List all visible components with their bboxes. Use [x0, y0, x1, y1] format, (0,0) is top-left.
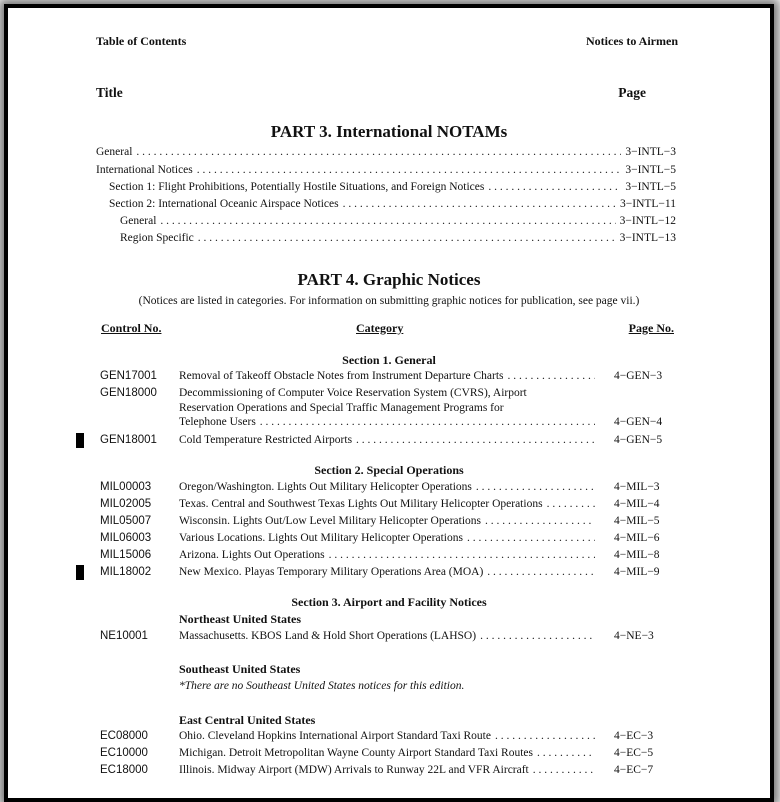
toc-entry-label: Region Specific — [120, 232, 194, 244]
page-number: 4−MIL−3 — [614, 481, 660, 493]
category-label: Massachusetts. KBOS Land & Hold Short Operations (LAHSO) — [179, 630, 477, 642]
category-entry[interactable] — [179, 416, 599, 428]
toc-entry[interactable] — [109, 198, 676, 210]
control-number: EC18000 — [100, 764, 148, 776]
category-entry[interactable] — [179, 764, 599, 776]
category-label: Oregon/Washington. Lights Out Military Helicopter Operations — [179, 481, 472, 493]
toc-entry-label: General — [120, 215, 157, 227]
toc-entry[interactable] — [96, 146, 676, 158]
toc-entry-page: 3−INTL−3 — [625, 146, 676, 158]
category-entry[interactable] — [179, 515, 599, 527]
category-label: Various Locations. Lights Out Military Helicopter Operations — [179, 532, 463, 544]
category-entry[interactable] — [179, 434, 599, 446]
page-number: 4−GEN−4 — [614, 416, 663, 428]
category-label: Texas. Central and Southwest Texas Lights Out Military Helicopter Operations — [179, 498, 543, 510]
change-bar — [76, 565, 84, 580]
category-entry[interactable] — [179, 730, 599, 742]
toc-entry[interactable] — [109, 181, 676, 193]
column-control-no: Control No. — [101, 321, 162, 335]
category-label: Illinois. Midway Airport (MDW) Arrivals to Runway 22L and VFR Aircraft — [179, 764, 529, 776]
section3-title: Section 3. Airport and Facility Notices — [291, 595, 487, 609]
toc-entry[interactable] — [120, 232, 676, 244]
toc-entry-page: 3−INTL−12 — [619, 215, 676, 227]
toc-entry-page: 3−INTL−11 — [620, 198, 676, 210]
category-label: Ohio. Cleveland Hopkins International Airport Standard Taxi Route — [179, 730, 491, 742]
category-entry[interactable] — [179, 549, 599, 561]
category-entry[interactable] — [179, 370, 599, 382]
category-entry[interactable] — [179, 481, 599, 493]
page-number: 4−GEN−5 — [614, 434, 663, 446]
control-number: MIL15006 — [100, 549, 152, 561]
category-label: Wisconsin. Lights Out/Low Level Military Helicopter Operations — [179, 515, 481, 527]
header-right: Notices to Airmen — [586, 34, 678, 48]
category-label: Michigan. Detroit Metropolitan Wayne County Airport Standard Taxi Routes — [179, 747, 533, 759]
category-label: Telephone Users — [179, 416, 256, 428]
category-label[interactable]: Reservation Operations and Special Traffic Management Programs for — [179, 402, 504, 414]
category-entry[interactable] — [179, 566, 599, 578]
page-number: 4−NE−3 — [614, 630, 654, 642]
category-entry[interactable] — [179, 630, 599, 642]
category-entry[interactable] — [179, 498, 599, 510]
control-number: MIL02005 — [100, 498, 152, 510]
toc-entry-page: 3−INTL−5 — [625, 164, 676, 176]
section2-title: Section 2. Special Operations — [314, 463, 464, 477]
control-number: MIL00003 — [100, 481, 152, 493]
control-number: MIL18002 — [100, 566, 152, 578]
page-number: 4−EC−3 — [614, 730, 654, 742]
page-number: 4−MIL−8 — [614, 549, 660, 561]
category-entry[interactable] — [179, 747, 599, 759]
part4-note: (Notices are listed in categories. For information on submitting graphic notices for publication, see page vii.) — [138, 295, 640, 307]
control-number: EC10000 — [100, 747, 148, 759]
page-frame — [4, 4, 774, 802]
section1-title: Section 1. General — [342, 353, 436, 367]
category-label: Arizona. Lights Out Operations — [179, 549, 325, 561]
page-number: 4−MIL−9 — [614, 566, 660, 578]
page-number: 4−EC−5 — [614, 747, 654, 759]
column-page-no: Page No. — [628, 321, 674, 335]
category-label: New Mexico. Playas Temporary Military Operations Area (MOA) — [179, 566, 484, 578]
toc-entry[interactable] — [120, 215, 676, 227]
control-number: GEN18001 — [100, 434, 157, 446]
control-number: EC08000 — [100, 730, 148, 742]
column-category: Category — [356, 321, 404, 335]
region-title: Southeast United States — [179, 662, 301, 676]
part3-title: PART 3. International NOTAMs — [270, 122, 508, 141]
control-number: MIL06003 — [100, 532, 152, 544]
toc-entry-label: International Notices — [96, 164, 193, 176]
control-number: MIL05007 — [100, 515, 152, 527]
part4-title: PART 4. Graphic Notices — [297, 270, 481, 289]
toc-entry-label: Section 2: International Oceanic Airspace Notices — [109, 198, 339, 210]
category-label: Cold Temperature Restricted Airports — [179, 434, 353, 446]
toc-entry-label: General — [96, 146, 133, 158]
page-number: 4−MIL−4 — [614, 498, 660, 510]
page-number: 4−EC−7 — [614, 764, 654, 776]
change-bar — [76, 433, 84, 448]
toc-entry-label: Section 1: Flight Prohibitions, Potentially Hostile Situations, and Foreign Notices — [109, 181, 485, 193]
page-number: 4−GEN−3 — [614, 370, 663, 382]
category-entry[interactable] — [179, 532, 599, 544]
control-number: NE10001 — [100, 630, 148, 642]
header-left: Table of Contents — [96, 34, 187, 48]
toc-entry-page: 3−INTL−13 — [619, 232, 676, 244]
category-label[interactable]: Decommissioning of Computer Voice Reservation System (CVRS), Airport — [179, 387, 527, 399]
page-number: 4−MIL−6 — [614, 532, 660, 544]
category-label: Removal of Takeoff Obstacle Notes from Instrument Departure Charts — [179, 370, 504, 382]
region-title: East Central United States — [179, 713, 316, 727]
page-number: 4−MIL−5 — [614, 515, 660, 527]
toc-entry[interactable] — [96, 164, 676, 176]
region-title: Northeast United States — [179, 612, 301, 626]
column-title: Title — [96, 85, 123, 100]
control-number: GEN18000 — [100, 387, 157, 399]
column-page: Page — [618, 85, 646, 100]
toc-entry-page: 3−INTL−5 — [625, 181, 676, 193]
control-number: GEN17001 — [100, 370, 157, 382]
region-note: *There are no Southeast United States notices for this edition. — [179, 680, 465, 692]
